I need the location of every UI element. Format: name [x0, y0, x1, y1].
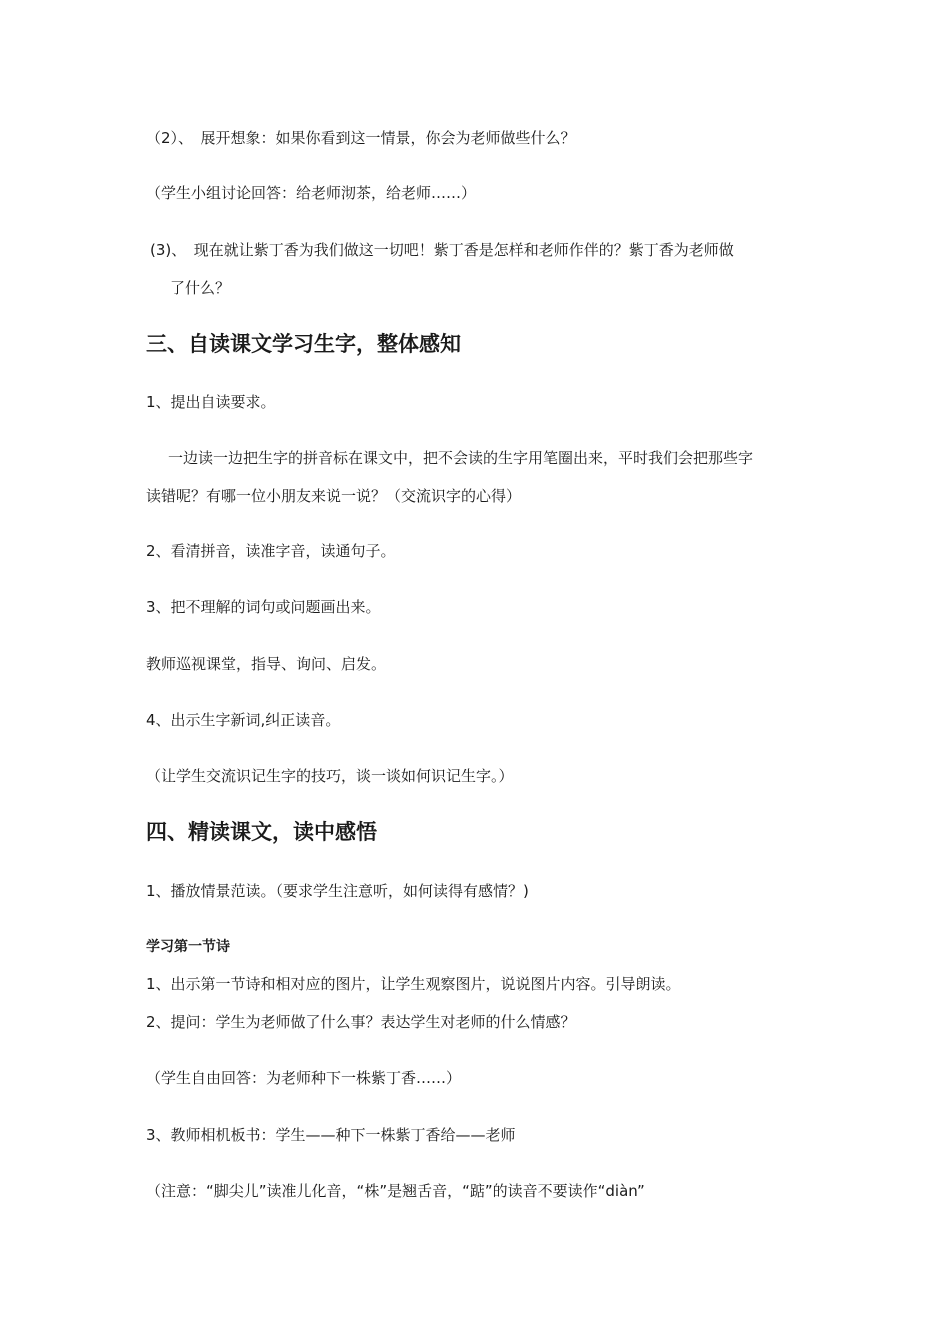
pronunciation-note: （注意：“脚尖儿”读准儿化音，“株”是翘舌音，“踮”的读音不要读作“diàn” — [146, 1182, 645, 1200]
section-three-note: （让学生交流识记生字的技巧，谈一谈如何识记生字。） — [146, 767, 514, 785]
question-3-line-2: 了什么？ — [170, 279, 231, 297]
section-three-item-2: 2、看清拼音，读准字音，读通句子。 — [146, 542, 396, 560]
subheading-first-stanza: 学习第一节诗 — [146, 939, 230, 955]
section-three-paragraph-line-2: 读错呢？有哪一位小朋友来说一说？（交流识字的心得） — [146, 487, 522, 505]
stanza-item-2: 2、提问：学生为老师做了什么事？表达学生对老师的什么情感？ — [146, 1013, 576, 1031]
student-answer-note: （学生小组讨论回答：给老师沏茶，给老师……） — [146, 184, 477, 202]
section-four-heading: 四、精读课文，读中感悟 — [146, 820, 377, 844]
section-three-item-4: 4、出示生字新词,纠正读音。 — [146, 711, 341, 729]
section-three-heading: 三、自读课文学习生字，整体感知 — [146, 332, 461, 356]
question-3-line-1: (3)、 现在就让紫丁香为我们做这一切吧！紫丁香是怎样和老师作伴的？紫丁香为老师做 — [150, 241, 734, 259]
section-three-item-3: 3、把不理解的词句或问题画出来。 — [146, 598, 381, 616]
stanza-answer-note: （学生自由回答：为老师种下一株紫丁香……） — [146, 1069, 462, 1087]
section-three-item-1: 1、提出自读要求。 — [146, 393, 276, 411]
section-four-item-1: 1、播放情景范读。（要求学生注意听，如何读得有感情？) — [146, 882, 529, 900]
question-2: （2）、 展开想象：如果你看到这一情景，你会为老师做些什么？ — [146, 129, 576, 147]
stanza-item-1: 1、出示第一节诗和相对应的图片，让学生观察图片，说说图片内容。引导朗读。 — [146, 975, 681, 993]
stanza-item-3: 3、教师相机板书：学生——种下一株紫丁香给——老师 — [146, 1126, 516, 1144]
teacher-activity-note: 教师巡视课堂，指导、询问、启发。 — [146, 655, 387, 673]
section-three-paragraph-line-1: 一边读一边把生字的拼音标在课文中，把不会读的生字用笔圈出来，平时我们会把那些字 — [168, 449, 754, 467]
